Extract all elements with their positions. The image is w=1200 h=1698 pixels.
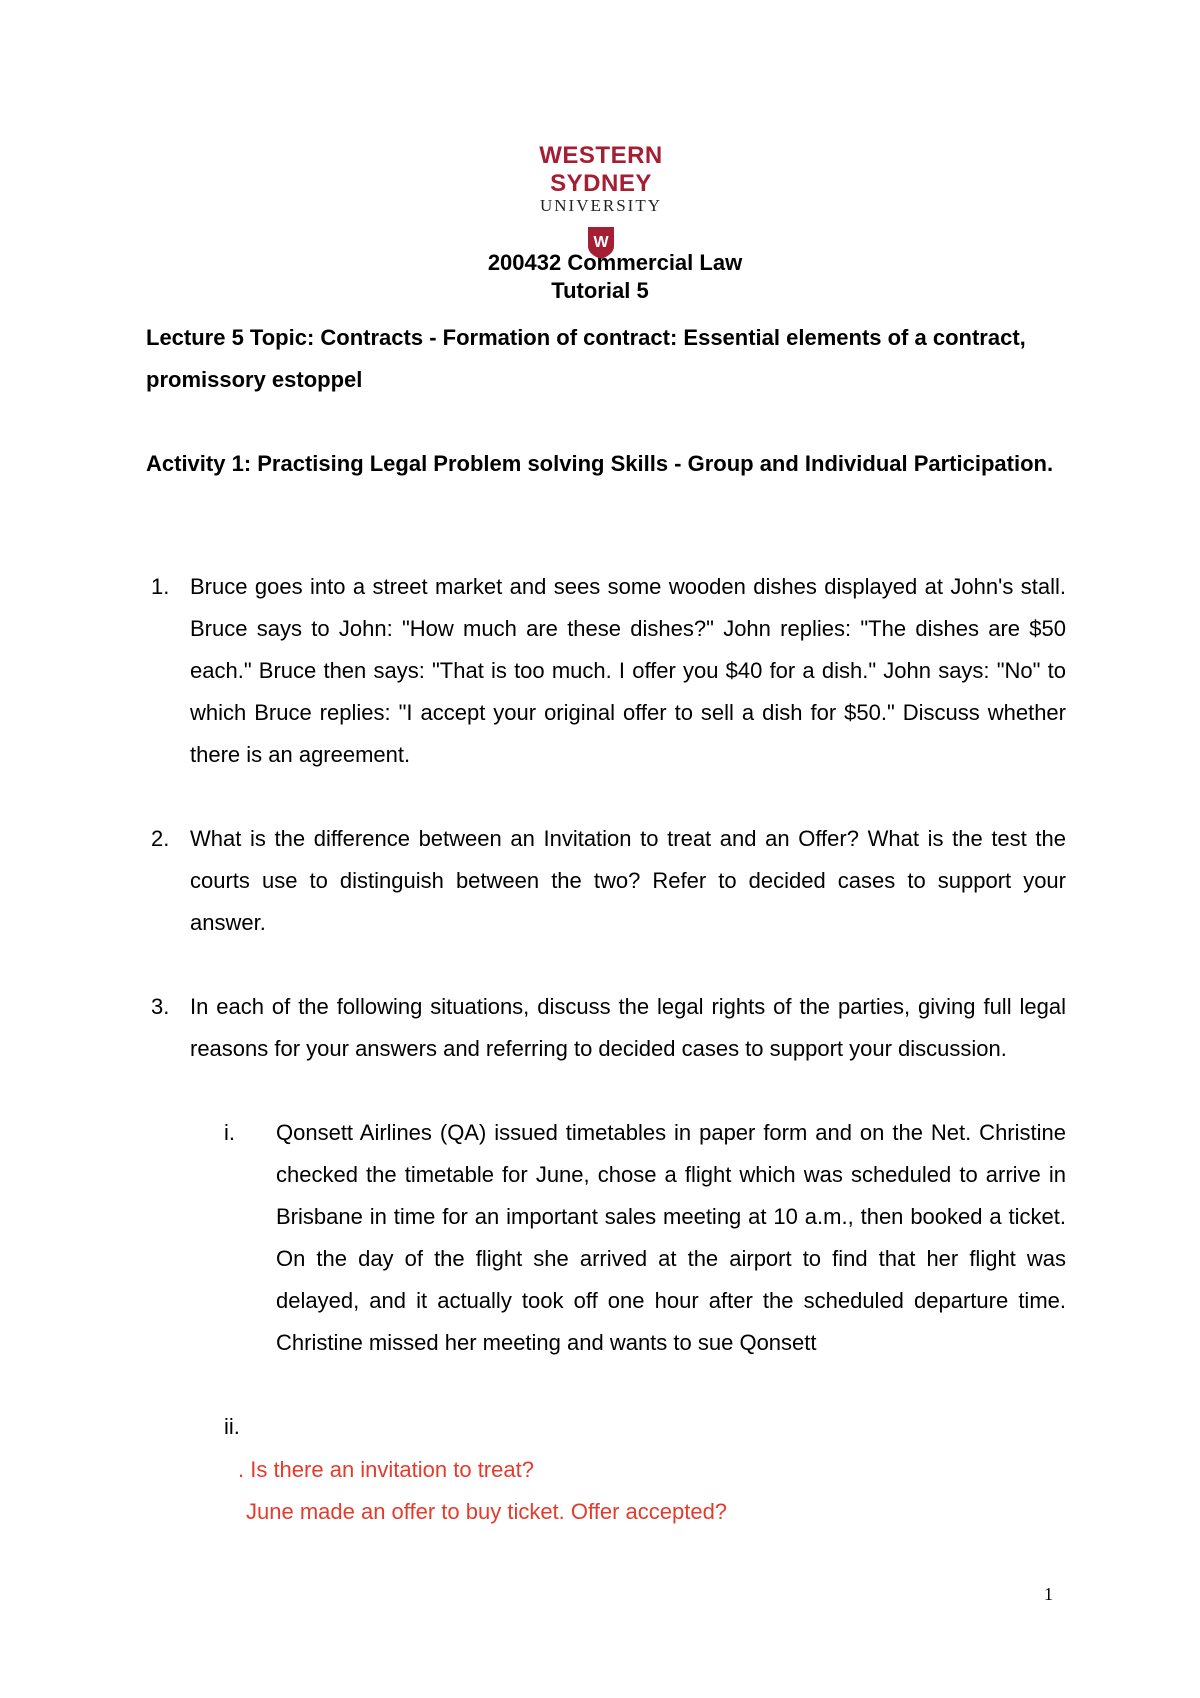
question-number: 1. xyxy=(151,574,170,599)
question-text: What is the difference between an Invitation to treat and an Offer? What is the test the courts use to distinguish between the two? Refer to decided cases to support your answer. xyxy=(190,826,1066,935)
svg-text:W: W xyxy=(593,234,609,251)
sub-question-number: i. xyxy=(224,1120,235,1145)
sub-question-number: ii. xyxy=(224,1414,240,1439)
sub-question-i xyxy=(190,1112,1066,1364)
question-text: Bruce goes into a street market and sees some wooden dishes displayed at John's stall. Bruce says to John: "How much are these dishes?" John replies: "The dishes are $50 each." Bruce then says: "That is too much. I offer you $40 for a dish." John says: "No" to which Bruce replies: "I accept your original offer to sell a dish for $50." Discuss whether there is an agreement. xyxy=(190,574,1066,767)
course-title: 200432 Commercial Law xyxy=(487,250,743,275)
annotation-note-1: . Is there an invitation to treat? xyxy=(238,1457,534,1482)
course-header xyxy=(0,249,1200,305)
question-number: 3. xyxy=(151,994,170,1019)
lecture-topic-heading: Lecture 5 Topic: Contracts - Formation of contract: Essential elements of a contract, promissory estoppel xyxy=(146,325,1026,392)
question-2 xyxy=(146,818,1066,944)
university-logo xyxy=(488,142,714,260)
annotation-note-2: June made an offer to buy ticket. Offer accepted? xyxy=(246,1499,728,1524)
activity-heading: Activity 1: Practising Legal Problem solving Skills - Group and Individual Participation. xyxy=(146,451,1054,476)
question-1 xyxy=(146,566,1066,776)
page-number: 1 xyxy=(1044,1584,1053,1604)
logo-wordmark-line2: UNIVERSITY xyxy=(540,196,662,215)
question-text: In each of the following situations, discuss the legal rights of the parties, giving full legal reasons for your answers and referring to decided cases to support your discussion. xyxy=(190,994,1066,1061)
sub-question-text: Qonsett Airlines (QA) issued timetables in paper form and on the Net. Christine checked the timetable for June, chose a flight which was scheduled to arrive in Brisbane in time for an important sales meeting at 10 a.m., then booked a ticket. On the day of the flight she arrived at the airport to find that her flight was delayed, and it actually took off one hour after the scheduled departure time. Christine missed her meeting and wants to sue Qonsett xyxy=(276,1120,1066,1355)
question-3 xyxy=(146,986,1066,1070)
question-number: 2. xyxy=(151,826,170,851)
tutorial-title: Tutorial 5 xyxy=(551,278,649,303)
logo-wordmark-line1: WESTERN SYDNEY xyxy=(539,142,663,197)
